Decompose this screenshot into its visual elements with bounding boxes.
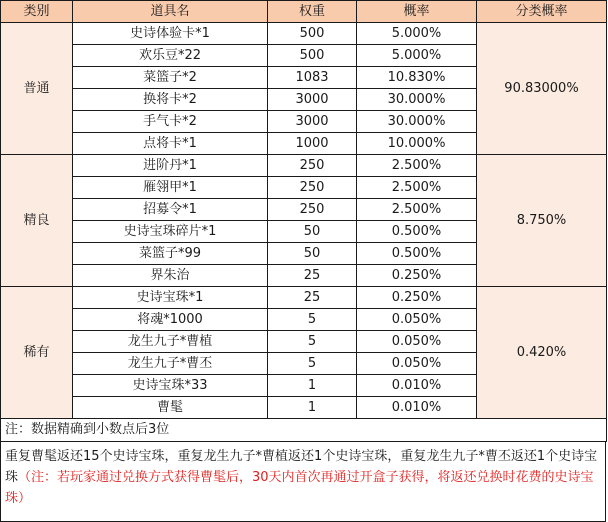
probability-cell: 5.000%: [357, 23, 477, 45]
weight-cell: 250: [268, 177, 357, 199]
item-name-cell: 史诗宝珠*33: [73, 375, 268, 397]
probability-cell: 0.500%: [357, 221, 477, 243]
note-row: [1, 419, 607, 442]
weight-cell: 500: [268, 45, 357, 67]
probability-cell: 30.000%: [357, 89, 477, 111]
weight-cell: 1: [268, 375, 357, 397]
probability-cell: 0.500%: [357, 243, 477, 265]
weight-cell: 5: [268, 309, 357, 331]
precision-note: 注：数据精确到小数点后3位: [1, 419, 607, 442]
item-name-cell: 史诗宝珠碎片*1: [73, 221, 268, 243]
probability-cell: 2.500%: [357, 199, 477, 221]
weight-cell: 3000: [268, 89, 357, 111]
weight-cell: 250: [268, 199, 357, 221]
item-name-cell: 点将卡*1: [73, 133, 268, 155]
category-probability-cell: 90.83000%: [477, 23, 607, 155]
item-name-cell: 将魂*1000: [73, 309, 268, 331]
category-cell: 普通: [1, 23, 73, 155]
weight-cell: 5: [268, 331, 357, 353]
item-name-cell: 手气卡*2: [73, 111, 268, 133]
weight-cell: 1083: [268, 67, 357, 89]
item-name-cell: 欢乐豆*22: [73, 45, 268, 67]
table-body: [1, 23, 607, 419]
weight-cell: 25: [268, 265, 357, 287]
refund-condition-text: （注：若玩家通过兑换方式获得曹髦后，30天内首次再通过开盒子获得，将返还兑换时花费的史诗宝珠）: [5, 470, 594, 506]
weight-cell: 1: [268, 397, 357, 419]
item-name-cell: 龙生九子*曹丕: [73, 353, 268, 375]
header-row: [1, 1, 607, 23]
weight-cell: 3000: [268, 111, 357, 133]
item-name-cell: 龙生九子*曹植: [73, 331, 268, 353]
item-name-cell: 史诗宝珠*1: [73, 287, 268, 309]
weight-cell: 5: [268, 353, 357, 375]
item-name-cell: 史诗体验卡*1: [73, 23, 268, 45]
item-name-cell: 曹髦: [73, 397, 268, 419]
probability-cell: 0.250%: [357, 265, 477, 287]
header-category: 类别: [1, 1, 73, 23]
item-name-cell: 换将卡*2: [73, 89, 268, 111]
probability-cell: 10.830%: [357, 67, 477, 89]
header-category-probability: 分类概率: [477, 1, 607, 23]
category-probability-cell: 0.420%: [477, 287, 607, 419]
probability-cell: 30.000%: [357, 111, 477, 133]
item-name-cell: 界朱治: [73, 265, 268, 287]
probability-cell: 2.500%: [357, 177, 477, 199]
item-name-cell: 菜篮子*99: [73, 243, 268, 265]
header-probability: 概率: [357, 1, 477, 23]
table-row: [1, 23, 607, 45]
weight-cell: 50: [268, 221, 357, 243]
item-name-cell: 进阶丹*1: [73, 155, 268, 177]
item-name-cell: 菜篮子*2: [73, 67, 268, 89]
weight-cell: 500: [268, 23, 357, 45]
table-row: [1, 155, 607, 177]
weight-cell: 1000: [268, 133, 357, 155]
weight-cell: 250: [268, 155, 357, 177]
item-name-cell: 雁翎甲*1: [73, 177, 268, 199]
probability-cell: 0.050%: [357, 309, 477, 331]
probability-cell: 5.000%: [357, 45, 477, 67]
probability-cell: 0.010%: [357, 375, 477, 397]
weight-cell: 25: [268, 287, 357, 309]
probability-cell: 10.000%: [357, 133, 477, 155]
duplicate-refund-text: 重复曹髦返还15个史诗宝珠，重复龙生九子*曹植返还1个史诗宝珠，重复龙生九子*曹丕返还1个史诗宝珠: [5, 449, 598, 485]
probability-cell: 0.050%: [357, 331, 477, 353]
table-row: [1, 287, 607, 309]
header-item-name: 道具名: [73, 1, 268, 23]
category-cell: 精良: [1, 155, 73, 287]
category-probability-cell: 8.750%: [477, 155, 607, 287]
probability-cell: 0.250%: [357, 287, 477, 309]
probability-cell: 0.010%: [357, 397, 477, 419]
weight-cell: 50: [268, 243, 357, 265]
probability-cell: 2.500%: [357, 155, 477, 177]
duplicate-refund-note: [0, 442, 606, 522]
item-name-cell: 招募令*1: [73, 199, 268, 221]
category-cell: 稀有: [1, 287, 73, 419]
header-weight: 权重: [268, 1, 357, 23]
probability-cell: 0.050%: [357, 353, 477, 375]
